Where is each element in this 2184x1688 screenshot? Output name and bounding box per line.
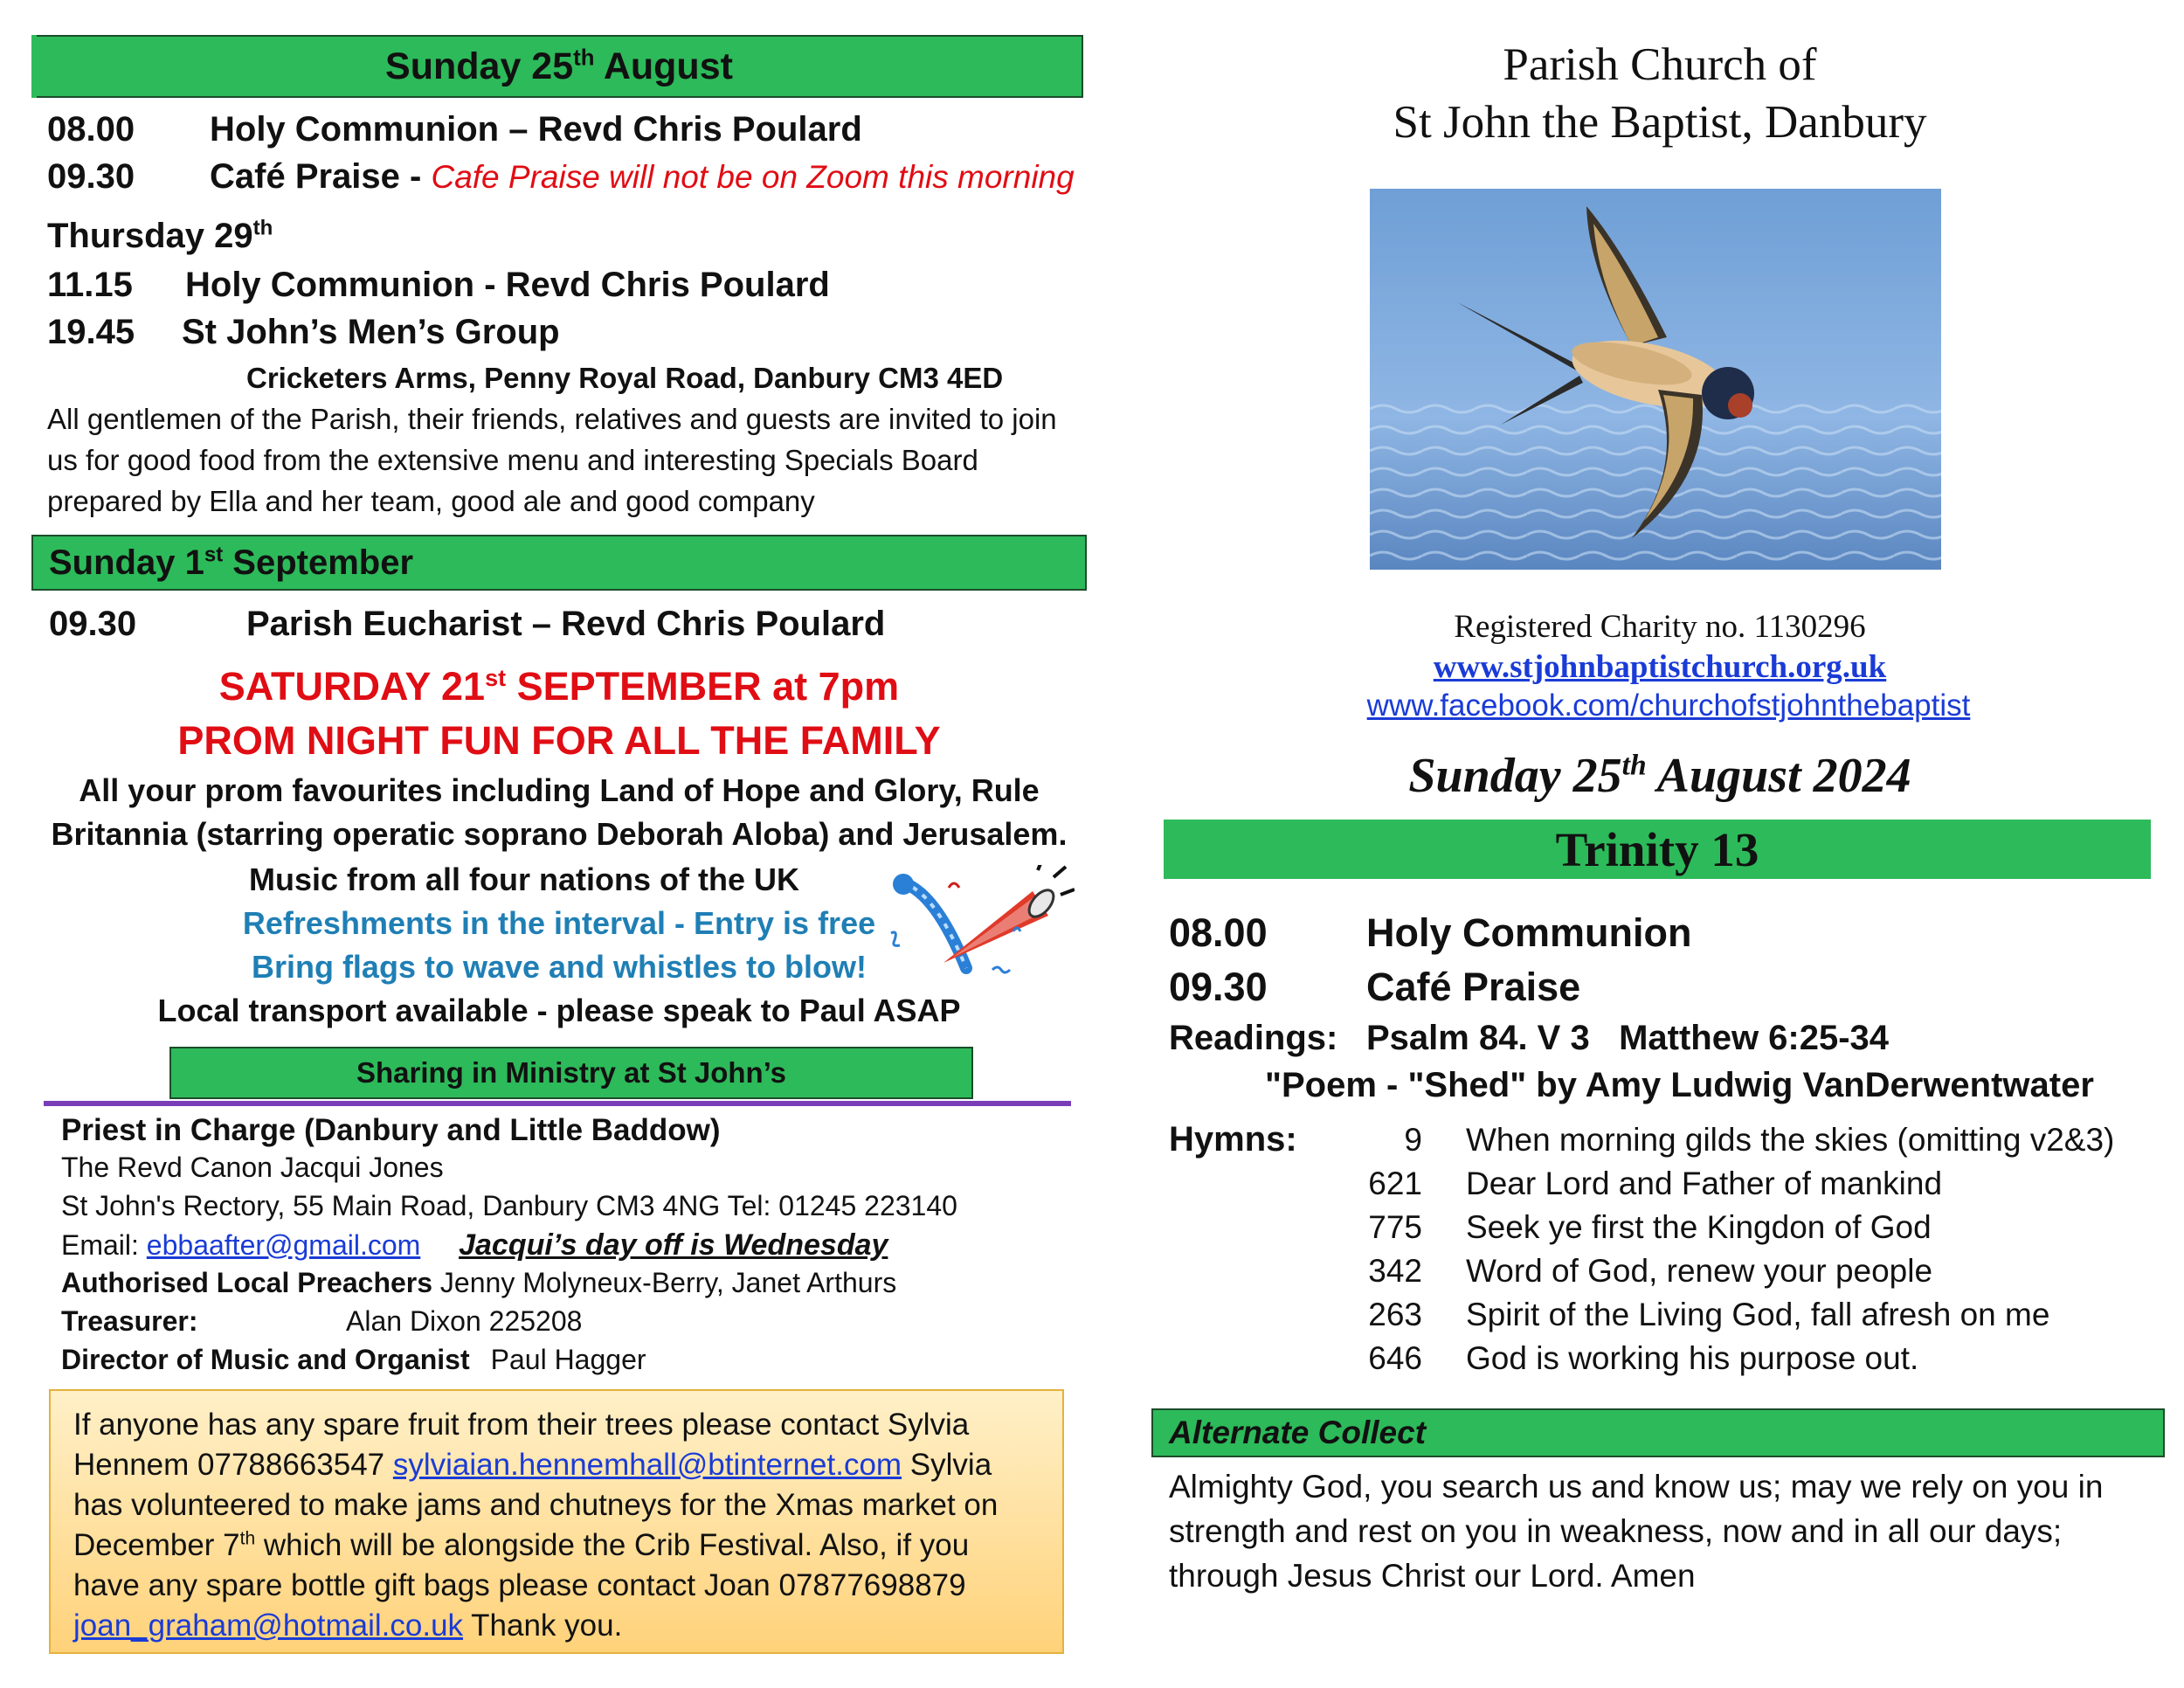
service-row: 09.30 Café Praise [1169,965,1581,1009]
church-title-line2: St John the Baptist, Danbury [1393,97,1927,148]
prom-line-refreshments: Refreshments in the interval - Entry is free [242,905,876,941]
email-row: Email: ebbaafter@gmail.com Jacqui’s day off is Wednesday [61,1228,888,1262]
charity-number: Registered Charity no. 1130296 [1454,609,1866,645]
collect-heading: Alternate Collect [1169,1415,1427,1450]
collect-text: Almighty God, you search us and know us; may we rely on you in strength and rest on you in weakness, now and in all our days; through Jesus Christ our Lord. Amen [1169,1469,2104,1594]
prom-line: Britannia (starring operatic soprano Deborah Aloba) and Jerusalem. [51,816,1068,852]
ministry-heading-bar [169,1047,973,1099]
service-row: 19.45 St John’s Men’s Group [47,313,560,351]
prom-line: Music from all four nations of the UK [248,861,800,897]
priest-name: The Revd Canon Jacqui Jones [61,1152,444,1183]
sunday-1-heading: Sunday 1st September [49,543,414,582]
treasurer-row: Treasurer: Alan Dixon 225208 [61,1305,583,1337]
hymns-label: Hymns: [1169,1120,1297,1159]
website-link[interactable]: www.stjohnbaptistchurch.org.uk [1433,649,1887,685]
service-row: 09.30 Café Praise - Cafe Praise will not be on Zoom this morning [47,157,1075,196]
service-row: 11.15 Holy Communion - Revd Chris Poulard [47,266,830,304]
zoom-note: Cafe Praise will not be on Zoom this morning [431,159,1075,195]
day-off-note: Jacqui’s day off is Wednesday [459,1228,888,1262]
prom-line-flags: Bring flags to wave and whistles to blow! [251,949,867,985]
hymn-row: 646 God is working his purpose out. [1368,1340,1919,1376]
green-left-edge [31,35,37,98]
service-row: 09.30 Parish Eucharist – Revd Chris Poulard [49,605,886,643]
sunday-1-heading-bar [31,535,1087,591]
service-row: 08.00 Holy Communion [1169,910,1692,955]
priest-title: Priest in Charge (Danbury and Little Baddow) [61,1113,721,1147]
swallow-photo [1370,189,1941,570]
priest-email-link[interactable]: ebbaafter@gmail.com [146,1229,421,1261]
prom-date: SATURDAY 21st SEPTEMBER at 7pm [218,664,900,709]
hymn-row: 621 Dear Lord and Father of mankind [1368,1166,1943,1201]
hymn-row: 263 Spirit of the Living God, fall afresh on me [1368,1297,2050,1332]
trinity-heading: Trinity 13 [1555,822,1759,876]
facebook-link-row [1162,688,2175,723]
mens-group-description: All gentlemen of the Parish, their friends, relatives and guests are invited to join us for good food from the extensive menu and interesting Specials Board prepared by Ella and her team, good ale and good company [47,403,1057,517]
sunday-25-heading: Sunday 25th August [385,45,733,87]
music-director-row: Director of Music and Organist Paul Hagger [61,1344,646,1375]
website-link-row [1162,648,2158,686]
preachers-row: Authorised Local Preachers Jenny Molyneux-Berry, Janet Arthurs [61,1267,897,1298]
prom-line-transport: Local transport available - please speak to Paul ASAP [157,993,961,1028]
church-title-line1: Parish Church of [1503,39,1817,90]
service-date: Sunday 25th August 2024 [1408,749,1911,803]
joan-email-link[interactable]: joan_graham@hotmail.co.uk [73,1608,464,1643]
poem-row: "Poem - "Shed" by Amy Ludwig VanDerwentwater [1265,1066,2094,1104]
thursday-heading: Thursday 29th [47,216,273,255]
hymn-row: 9 When morning gilds the skies (omitting v2&3) [1404,1122,2115,1158]
ministry-heading: Sharing in Ministry at St John’s [356,1056,786,1089]
service-row: 08.00 Holy Communion – Revd Chris Poulard [47,110,862,149]
sunday-25-heading-bar [35,35,1083,98]
prom-title: PROM NIGHT FUN FOR ALL THE FAMILY [177,718,941,763]
fruit-notice-box: If anyone has any spare fruit from their trees please contact Sylvia Hennem 07788663547 sylviaian.hennemhall@btinternet.com Sylvia has volunteered to make jams and chutneys for the Xmas market on December 7th which will be alongside the Crib Festival. Also, if you have any spare bottle gift bags please contact Joan 07877698879 joan_graham@hotmail.co.uk Thank you. [49,1389,1064,1654]
venue: Cricketers Arms, Penny Royal Road, Danbury CM3 4ED [246,362,1004,394]
facebook-link[interactable]: www.facebook.com/churchofstjohnthebaptist [1366,688,1971,723]
readings-row: Readings: Psalm 84. V 3 Matthew 6:25-34 [1169,1019,1890,1057]
rectory-address: St John's Rectory, 55 Main Road, Danbury CM3 4NG Tel: 01245 223140 [61,1190,957,1221]
sylvia-email-link[interactable]: sylviaian.hennemhall@btinternet.com [392,1448,902,1482]
hymn-row: 775 Seek ye first the Kingdon of God [1368,1209,1932,1245]
trinity-bar [1164,820,2151,879]
collect-heading-bar [1151,1408,2165,1457]
prom-line: All your prom favourites including Land of Hope and Glory, Rule [79,772,1040,808]
party-horn-icon [882,865,1075,987]
purple-divider [44,1101,1071,1106]
hymn-row: 342 Word of God, renew your people [1368,1253,1933,1289]
